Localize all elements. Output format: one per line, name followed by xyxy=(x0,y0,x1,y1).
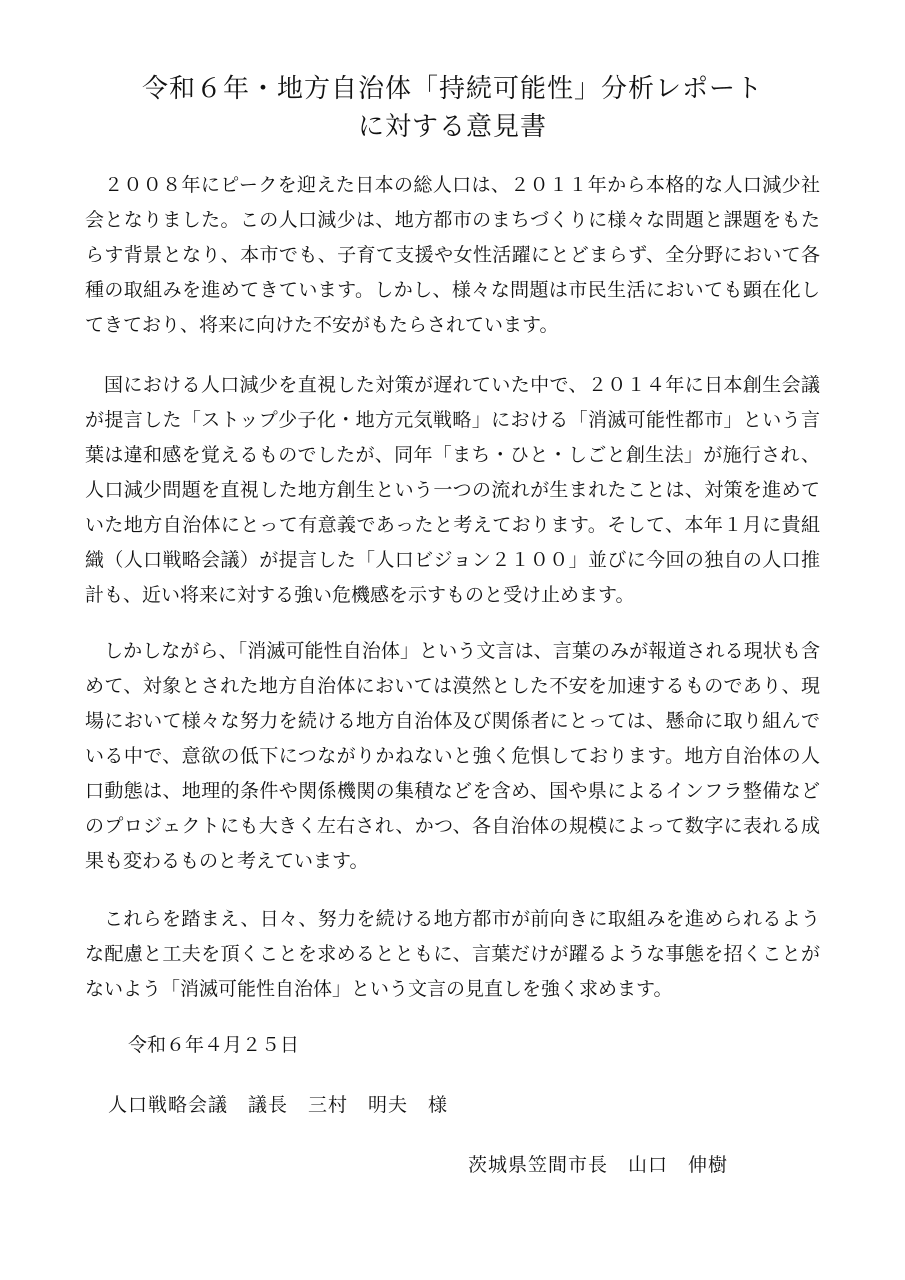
paragraph-1-container xyxy=(85,168,820,343)
sender-signature: 茨城県笠間市長 山口 伸樹 xyxy=(468,1154,729,1176)
addressee: 人口戦略会議 議長 三村 明夫 様 xyxy=(108,1094,449,1116)
document-title-line-2: に対する意見書 xyxy=(357,112,547,142)
paragraph-3: しかしながら、「消滅可能性自治体」という文言は、言葉のみが報道される現状も含めて、対象とされた地方自治体においては漠然とした不安を加速するものであり、現場において様々な努力を続ける地方自治体及び関係者にとっては、懸命に取り組んでいる中で、意欲の低下につながりかねないと強く危惧しております。地方自治体の人口動態は、地理的条件や関係機関の集積などを含め、国や県によるインフラ整備などのプロジェクトにも大きく左右され、かつ、各自治体の規模によって数字に表れる成果も変わるものと考えています。 xyxy=(85,640,820,872)
paragraph-1: ２００８年にピークを迎えた日本の総人口は、２０１１年から本格的な人口減少社会となりました。この人口減少は、地方都市のまちづくりに様々な問題と課題をもたらす背景となり、本市でも、子育て支援や女性活躍にとどまらず、全分野において各種の取組みを進めてきています。しかし、様々な問題は市民生活においても顕在化してきており、将来に向けた不安がもたらされています。 xyxy=(85,174,820,336)
document-date: 令和６年４月２５日 xyxy=(128,1034,300,1056)
paragraph-2: 国における人口減少を直視した対策が遅れていた中で、２０１４年に日本創生会議が提言した「ストップ少子化・地方元気戦略」における「消滅可能性都市」という言葉は違和感を覚えるものでしたが、同年「まち・ひと・しごと創生法」が施行され、人口減少問題を直視した地方創生という一つの流れが生まれたことは、対策を進めていた地方自治体にとって有意義であったと考えております。そして、本年１月に貴組織（人口戦略会議）が提言した「人口ビジョン２１００」並びに今回の独自の人口推計も、近い将来に対する強い危機感を示すものと受け止めます。 xyxy=(85,374,820,606)
paragraph-3-container xyxy=(85,634,820,879)
document-title-line-1: 令和６年・地方自治体「持続可能性」分析レポート xyxy=(141,74,763,104)
paragraph-4: これらを踏まえ、日々、努力を続ける地方都市が前向きに取組みを進められるような配慮と工夫を頂くことを求めるとともに、言葉だけが躍るような事態を招くことがないよう「消滅可能性自治体」という文言の見直しを強く求めます。 xyxy=(85,908,820,1000)
paragraph-4-container xyxy=(85,902,820,1007)
paragraph-2-container xyxy=(85,368,820,613)
